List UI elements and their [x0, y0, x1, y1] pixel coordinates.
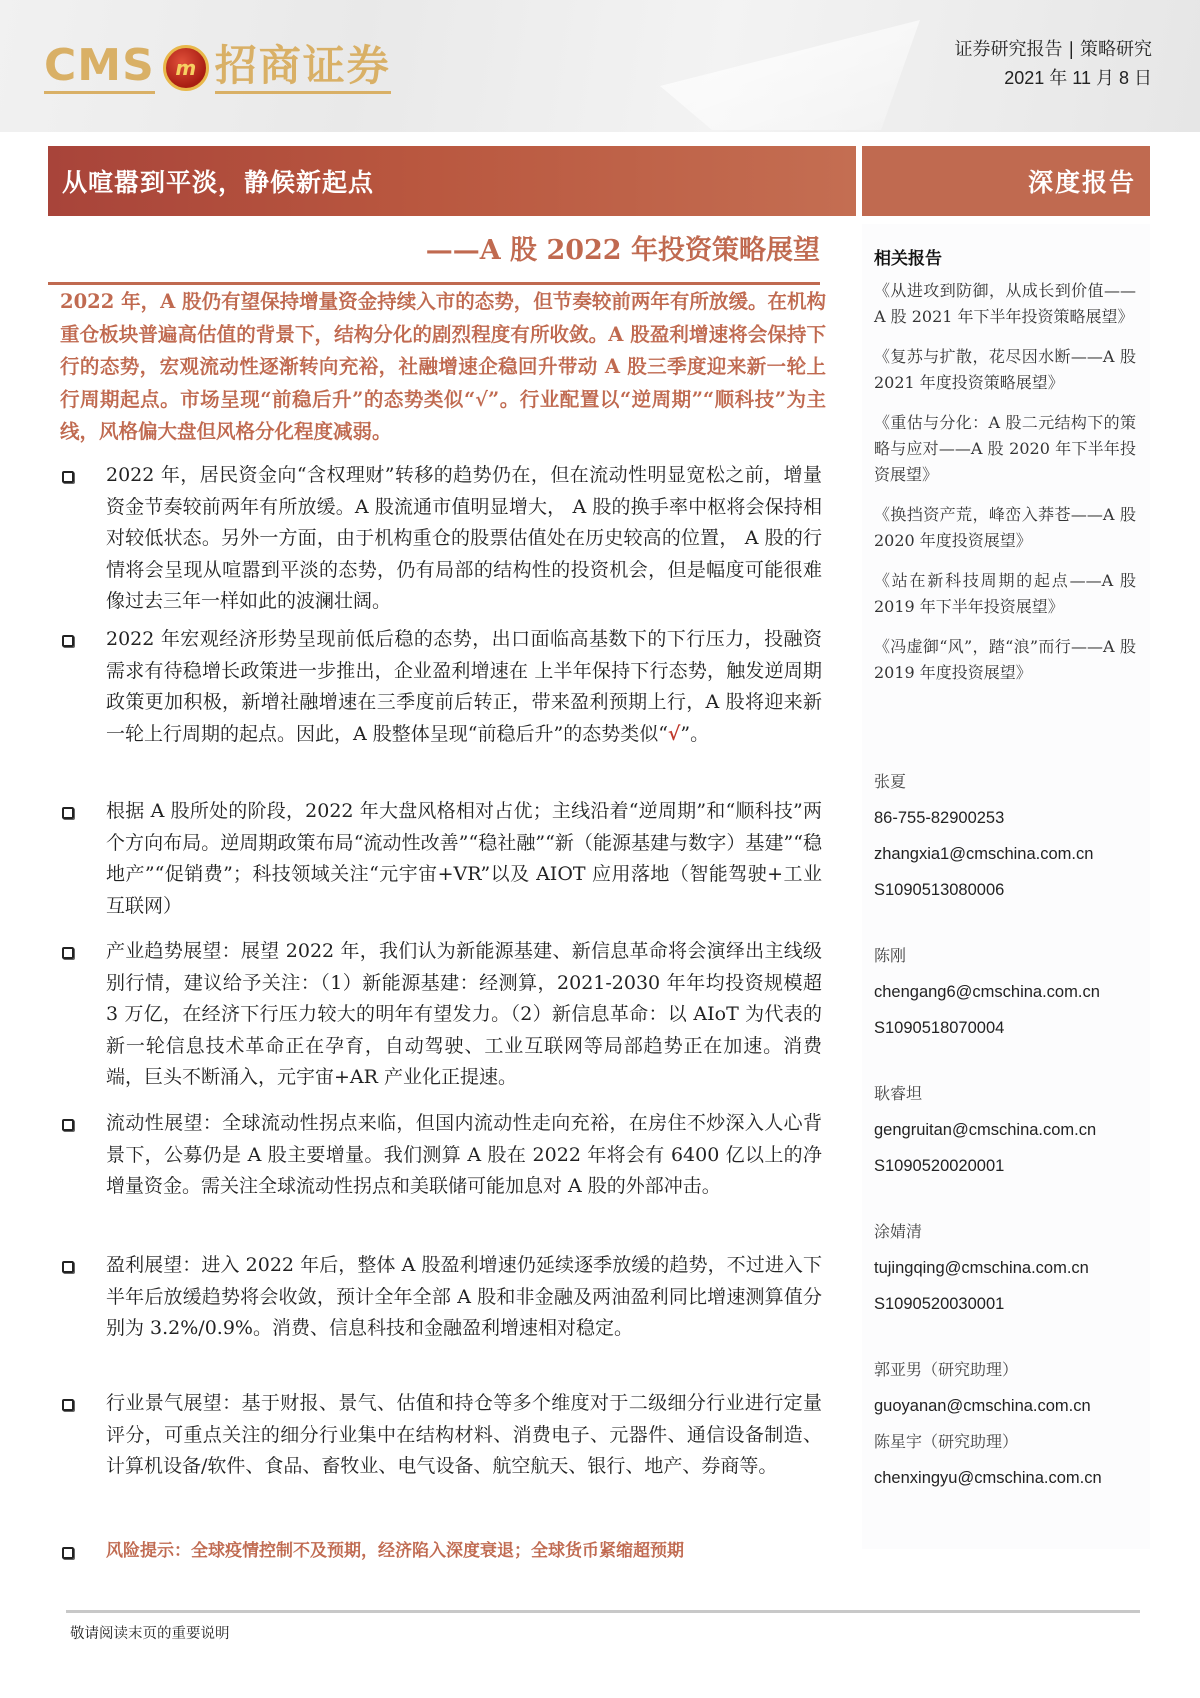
page-subtitle: ——A 股 2022 年投资策略展望: [425, 235, 820, 266]
analyst-card: [874, 938, 1144, 1046]
risk-warning: [60, 1536, 826, 1568]
analyst-name: 耿睿坦: [874, 1084, 923, 1103]
list-item: [60, 1388, 826, 1483]
checkbox-bullet-icon: [62, 1547, 74, 1559]
analyst-email[interactable]: tujingqing@cmschina.com.cn: [874, 1259, 1089, 1277]
analyst-name: 陈刚: [874, 946, 907, 965]
list-item: [60, 624, 826, 750]
list-item-text: 产业趋势展望：展望 2022 年，我们认为新能源基建、新信息革命将会演绎出主线级别行情，建议给予关注：（1）新能源基建：经测算，2021-2030 年年均投资规模超 3 万亿，在经济下行压力较大的明年有望发力。（2）新信息革命：以 AIoT 为代表的新一轮信息技术革命正在孕育，自动驾驶、工业互联网等局部趋势正在加速。消费端，巨头不断涌入，元宇宙+AR 产业化正提速。: [106, 940, 822, 1088]
analyst-email[interactable]: zhangxia1@cmschina.com.cn: [874, 845, 1094, 863]
risk-warning-text: 风险提示：全球疫情控制不及预期，经济陷入深度衰退；全球货币紧缩超预期: [106, 1541, 684, 1561]
analyst-cert: S1090513080006: [874, 881, 1005, 899]
logo-chinese: 招商证券: [215, 43, 391, 94]
analyst-email[interactable]: gengruitan@cmschina.com.cn: [874, 1121, 1097, 1139]
analyst-cert: S1090520020001: [874, 1157, 1005, 1175]
report-category: 证券研究报告 | 策略研究: [954, 39, 1152, 60]
summary-paragraph: 2022 年，A 股仍有望保持增量资金持续入市的态势，但节奏较前两年有所放缓。在机构重仓板块普遍高估值的背景下，结构分化的剧烈程度有所收敛。A 股盈利增速将会保持下行的态势，宏观流动性逐渐转向充裕，社融增速企稳回升带动 A 股三季度迎来新一轮上行周期起点。市场呈现“前稳后升”的态势类似“√”。行业配置以“逆周期”“顺科技”为主线，风格偏大盘但风格分化程度减弱。: [60, 290, 827, 443]
list-item-text: 流动性展望：全球流动性拐点来临，但国内流动性走向充裕，在房住不炒深入人心背景下，公募仍是 A 股主要增量。我们测算 A 股在 2022 年将会有 6400 亿以上的净增量资金。需关注全球流动性拐点和美联储可能加息对 A 股的外部冲击。: [106, 1112, 822, 1197]
report-type-label: 深度报告: [1027, 168, 1136, 197]
header-decoration: [660, 20, 920, 130]
checkbox-bullet-icon: [62, 1119, 74, 1131]
analyst-cert: S1090520030001: [874, 1295, 1005, 1313]
analyst-email[interactable]: chenxingyu@cmschina.com.cn: [874, 1469, 1102, 1487]
list-item-text: 根据 A 股所处的阶段，2022 年大盘风格相对占优；主线沿着“逆周期”和“顺科技”两个方向布局。逆周期政策布局“流动性改善”“稳社融”“新（能源基建与数字）基建”“稳地产”“促销费”；科技领域关注“元宇宙+VR”以及 AIOT 应用落地（智能驾驶+工业互联网）: [106, 800, 822, 917]
checkbox-bullet-icon: [62, 1261, 74, 1273]
analyst-email[interactable]: chengang6@cmschina.com.cn: [874, 983, 1100, 1001]
checkbox-bullet-icon: [62, 1399, 74, 1411]
page-title: 从喧嚣到平淡，静候新起点: [62, 168, 375, 197]
related-report-link[interactable]: 《复苏与扩散，花尽因水断——A 股 2021 年度投资策略展望》: [874, 347, 1136, 392]
related-report-link[interactable]: 《从进攻到防御，从成长到价值——A 股 2021 年下半年投资策略展望》: [874, 281, 1136, 326]
related-report-link[interactable]: 《重估与分化：A 股二元结构下的策略与应对——A 股 2020 年下半年投资展望》: [874, 413, 1136, 484]
list-item: [60, 796, 826, 922]
related-report-link[interactable]: 《冯虚御“风”，踏“浪”而行——A 股 2019 年度投资展望》: [874, 637, 1136, 682]
company-logo: [44, 40, 391, 96]
list-item: [60, 460, 826, 618]
list-item-text: 行业景气展望：基于财报、景气、估值和持仓等多个维度对于二级细分行业进行定量评分，可重点关注的细分行业集中在结构材料、消费电子、元器件、通信设备制造、计算机设备/软件、食品、畜牧业、电气设备、航空航天、银行、地产、券商等。: [106, 1392, 822, 1477]
checkbox-bullet-icon: [62, 471, 74, 483]
analyst-name: 张夏: [874, 772, 907, 791]
checkbox-bullet-icon: [62, 947, 74, 959]
analyst-card: [874, 1214, 1144, 1322]
list-item-text: 盈利展望：进入 2022 年后，整体 A 股盈利增速仍延续逐季放缓的趋势，不过进入下半年后放缓趋势将会收敛，预计全年全部 A 股和非金融及两油盈利同比增速测算值分别为 3.2%/0.9%。消费、信息科技和金融盈利增速相对稳定。: [106, 1254, 822, 1339]
report-type-bar: [862, 146, 1150, 216]
logo-badge-icon: m: [163, 45, 209, 91]
list-item-text-main: 2022 年宏观经济形势呈现前低后稳的态势，出口面临高基数下的下行压力，投融资需求有待稳增长政策进一步推出，企业盈利增速在 上半年保持下行态势，触发逆周期政策更加积极，新增社融增速在三季度前后转正，带来盈利预期上行，A 股将迎来新一轮上行周期的起点。因此，A 股整体呈现“前稳后升”的态势类似“: [106, 628, 822, 745]
analyst-list: [874, 764, 1144, 1496]
analyst-name: 郭亚男（研究助理）: [874, 1360, 1019, 1379]
report-date: 2021 年 11 月 8 日: [1004, 68, 1152, 88]
title-bar: [48, 146, 856, 216]
analyst-phone: 86-755-82900253: [874, 809, 1005, 827]
related-reports-heading: 相关报告: [874, 249, 942, 269]
analyst-card: [874, 1352, 1144, 1424]
checkbox-bullet-icon: [62, 807, 74, 819]
logo-latin: CMS: [44, 43, 155, 94]
list-item: [60, 936, 826, 1094]
checkbox-bullet-icon: [62, 635, 74, 647]
subtitle-divider: [48, 282, 820, 285]
list-item-text: 2022 年，居民资金向“含权理财”转移的趋势仍在，但在流动性明显宽松之前，增量资金节奏较前两年有所放缓。A 股流通市值明显增大， A 股的换手率中枢将会保持相对较低状态。另外一方面，由于机构重仓的股票估值处在历史较高的位置， A 股的行情将会呈现从喧嚣到平淡的态势，仍有局部的结构性的投资机会，但是幅度可能很难像过去三年一样如此的波澜壮阔。: [106, 464, 822, 612]
related-report-link[interactable]: 《换挡资产荒，峰峦入莽苍——A 股 2020 年度投资展望》: [874, 505, 1136, 550]
footer-disclaimer: 敬请阅读末页的重要说明: [70, 1626, 230, 1642]
analyst-card: [874, 764, 1144, 908]
analyst-name: 陈星宇（研究助理）: [874, 1432, 1019, 1451]
sidebar: [862, 224, 1150, 1549]
checkmark-icon: √: [667, 722, 681, 745]
footer-divider: [66, 1610, 1140, 1613]
analyst-card: [874, 1076, 1144, 1184]
analyst-email[interactable]: guoyanan@cmschina.com.cn: [874, 1397, 1091, 1415]
list-item-text-tail: ”。: [680, 722, 710, 745]
related-report-link[interactable]: 《站在新科技周期的起点——A 股 2019 年下半年投资展望》: [874, 571, 1136, 616]
analyst-name: 涂婧清: [874, 1222, 923, 1241]
list-item: [60, 1250, 826, 1345]
related-reports-list: [874, 278, 1136, 700]
analyst-cert: S1090518070004: [874, 1019, 1005, 1037]
list-item-text: [106, 624, 822, 750]
list-item: [60, 1108, 826, 1203]
analyst-card: [874, 1424, 1144, 1496]
header-meta: [954, 36, 1152, 92]
